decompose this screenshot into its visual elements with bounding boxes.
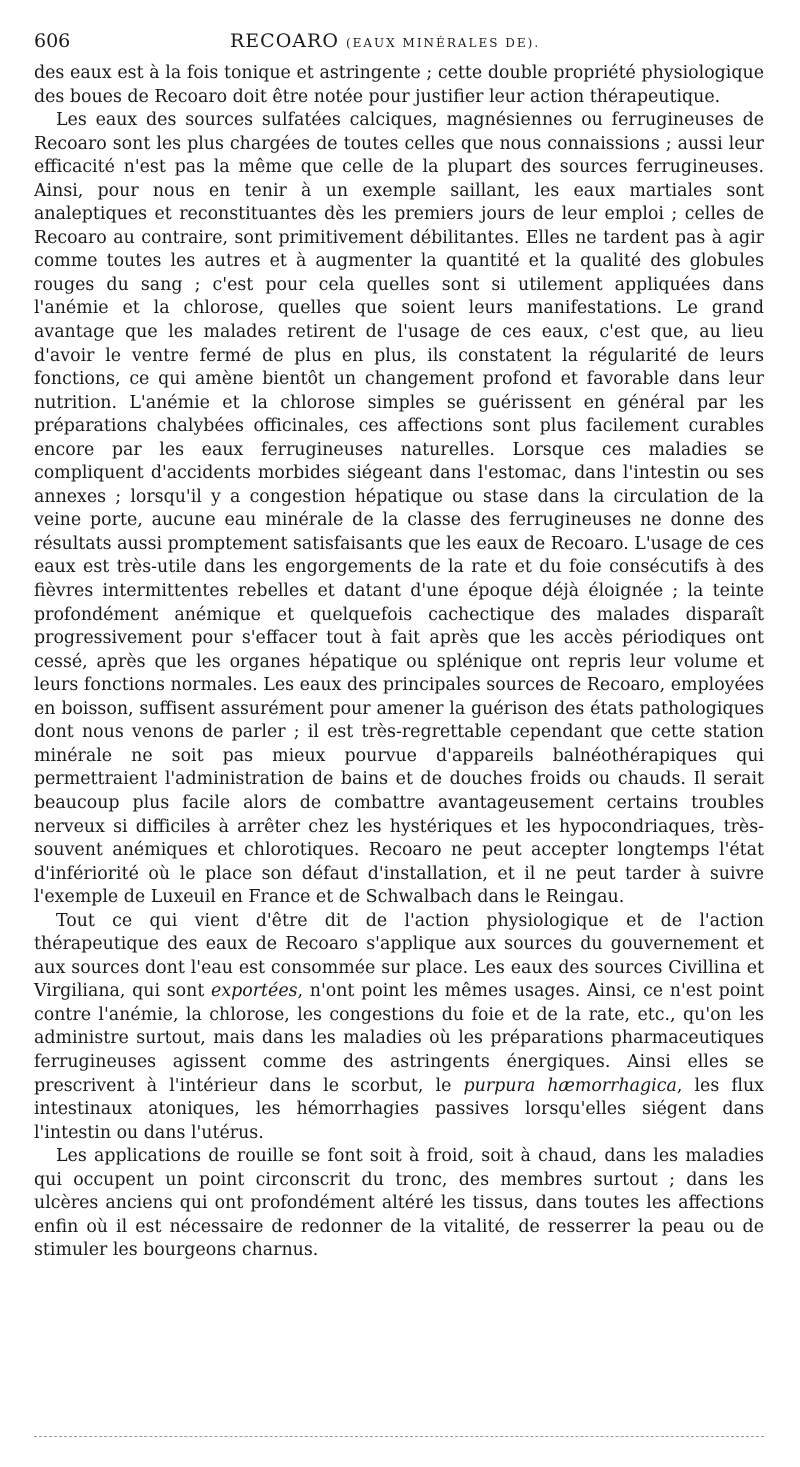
running-title-subtitle: (EAUX MINÉRALES DE).	[345, 36, 541, 50]
paragraph-2: Les eaux des sources sulfatées calciques, magnésiennes ou ferrugineuses de Recoaro sont les plus chargées de toutes celles que nous connaissions ; aussi leur efficacité n'est pas la même que celle de la plupart des sources ferrugineuses. Ainsi, pour nous en tenir à un exemple saillant, les eaux martiales sont analeptiques et reconstituantes dès les premiers jours de leur emploi ; celles de Recoaro au contraire, sont primitivement débilitantes. Elles ne tardent pas à agir comme toutes les autres et à augmenter la quantité et la qualité des globules rouges du sang ; c'est pour cela quelles sont si utilement appliquées dans l'anémie et la chlorose, quelles que soient leurs manifestations. Le grand avantage que les malades retirent de l'usage de ces eaux, c'est que, au lieu d'avoir le ventre fermé de plus en plus, ils constatent la régularité de leurs fonctions, ce qui amène bientôt un changement profond et favorable dans leur nutrition. L'anémie et la chlorose simples se guérissent en général par les préparations chalybées officinales, ces affections sont plus facilement curables encore par les eaux ferrugineuses naturelles. Lorsque ces maladies se compliquent d'accidents morbides siégeant dans l'estomac, dans l'intestin ou ses annexes ; lorsqu'il y a congestion hépatique ou stase dans la circulation de la veine porte, aucune eau minérale de la classe des ferrugineuses ne donne des résultats aussi promptement satisfaisants que les eaux de Recoaro. L'usage de ces eaux est très-utile dans les engorgements de la rate et du foie consécutifs à des fièvres intermittentes rebelles et datant d'une époque déjà éloignée ; la teinte profondément anémique et quelquefois cachectique des malades disparaît progressivement pour s'effacer tout à fait après que les accès périodiques ont cessé, après que les organes hépatique ou splénique ont repris leur volume et leurs fonctions normales. Les eaux des principales sources de Recoaro, employées en boisson, suffisent assurément pour amener la guérison des états pathologiques dont nous venons de parler ; il est très-regrettable cependant que cette station minérale ne soit pas mieux pourvue d'appareils balnéothérapiques qui permettraient l'administration de bains et de douches froids ou chauds. Il serait beaucoup plus facile alors de combattre avantageusement certains troubles nerveux si difficiles à arrêter chez les hystériques et les hypocondriaques, très-souvent anémiques et chlorotiques. Recoaro ne peut accepter longtemps l'état d'infériorité où le place son défaut d'installation, et il ne peut tarder à suivre l'exemple de Luxeuil en France et de Schwalbach dans le Reingau.	[34, 110, 764, 908]
page-number: 606	[34, 30, 71, 52]
book-page	[34, 26, 764, 1263]
paragraph-3-part-3: , les flux intestinaux atoniques, les hémorrhagies passives lorsqu'elles siégent dans l'intestin ou dans l'utérus.	[34, 1075, 764, 1143]
running-header	[34, 26, 764, 56]
body-text	[34, 62, 764, 1263]
paragraph-4: Les applications de rouille se font soit à froid, soit à chaud, dans les maladies qui occupent un point circonscrit du tronc, des membres surtout ; dans les ulcères anciens qui ont profondément altéré les tissus, dans toutes les affections enfin où il est nécessaire de redonner de la vitalité, de resserrer la peau ou de stimuler les bourgeons charnus.	[34, 1146, 764, 1261]
italic-term-purpura: purpura hæmorrhagica	[463, 1075, 677, 1096]
footer-divider	[34, 1436, 764, 1437]
running-title-main: RECOARO	[230, 30, 339, 52]
paragraph-1: des eaux est à la fois tonique et astringente ; cette double propriété physiologique des boues de Recoaro doit être notée pour justifier leur action thérapeutique.	[34, 63, 764, 107]
paragraph-3-part-2: , n'ont point les mêmes usages. Ainsi, ce n'est point contre l'anémie, la chlorose, les congestions du foie et de la rate, etc., qu'on les administre surtout, mais dans les maladies où les préparations pharmaceutiques ferrugineuses agissent comme des astringents énergiques. Ainsi elles se prescrivent à l'intérieur dans le scorbut, le	[34, 981, 764, 1096]
paragraph-3-part-1: Tout ce qui vient d'être dit de l'action physiologique et de l'action thérapeutique des eaux de Recoaro s'applique aux sources du gouvernement et aux sources dont l'eau est consommée sur place. Les eaux des sources Civillina et Virgiliana, qui sont	[34, 910, 764, 1002]
paragraph-3	[34, 910, 764, 1145]
running-title	[230, 26, 540, 58]
italic-term-exportees: exportées	[211, 981, 298, 1002]
